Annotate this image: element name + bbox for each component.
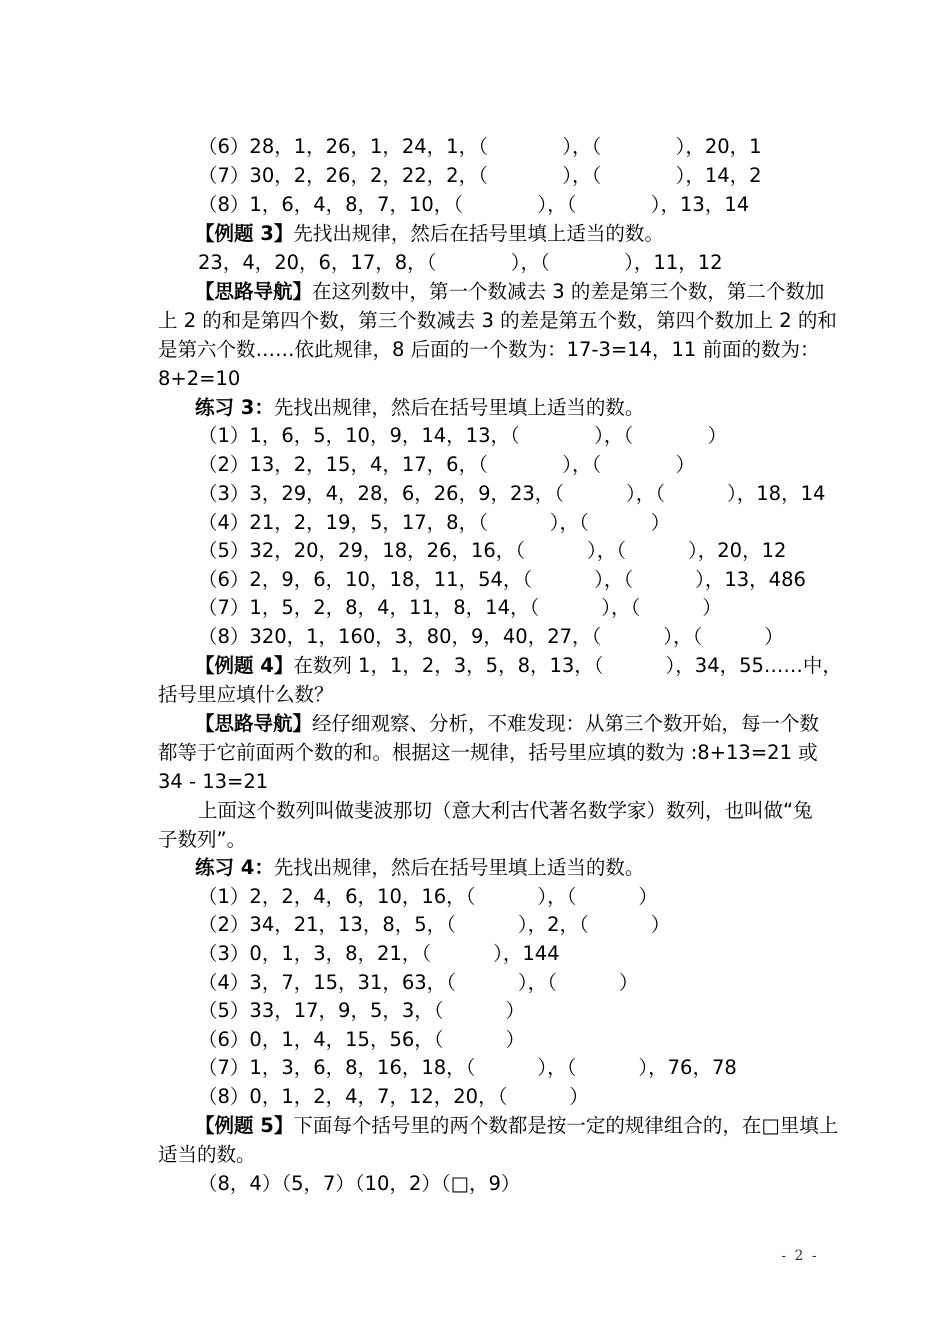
exercise-2-item-6: （6）28，1，26，1，24，1，（ ），（ ），20，1 <box>198 135 762 158</box>
example-3-solution-line-3: 是第六个数……依此规律，8 后面的一个数为：17-3=14，11 前面的数为： <box>158 338 820 361</box>
exercise-3-heading: 练习 3：先找出规律，然后在括号里填上适当的数。 <box>195 396 645 419</box>
exercise-3-item-2: （2）13，2，15，4，17，6，（ ），（ ） <box>198 453 696 476</box>
exercise-4-item-3: （3）0，1，3，8，21，（ ），144 <box>198 942 560 965</box>
example-5-heading: 【例题 5】下面每个括号里的两个数都是按一定的规律组合的，在□里填上 <box>195 1114 839 1137</box>
exercise-4-item-4: （4）3，7，15，31，63，（ ），（ ） <box>198 971 639 994</box>
exercise-4-item-1: （1）2，2，4，6，10，16，（ ），（ ） <box>198 885 658 908</box>
example-3-solution-line-1: 【思路导航】在这列数中，第一个数减去 3 的差是第三个数，第二个数加 <box>195 280 825 303</box>
exercise-3-item-1: （1）1，6，5，10，9，14，13，（ ），（ ） <box>198 424 727 447</box>
exercise-3-item-7: （7）1，5，2，8，4，11，8，14，（ ），（ ） <box>198 596 722 619</box>
example-4-question: 括号里应填什么数？ <box>158 683 334 706</box>
example-3-solution-line-4: 8+2=10 <box>158 367 241 390</box>
fibonacci-note-line-1: 上面这个数列叫做斐波那切（意大利古代著名数学家）数列，也叫做“兔 <box>198 799 813 822</box>
exercise-4-item-5: （5）33，17，9，5，3，（ ） <box>198 999 525 1022</box>
exercise-2-item-7: （7）30，2，26，2，22，2，（ ），（ ），14，2 <box>198 164 762 187</box>
example-4-solution-line-3: 34 - 13=21 <box>158 770 269 793</box>
exercise-3-item-3: （3）3，29，4，28，6，26，9，23，（ ），（ ），18，14 <box>198 482 826 505</box>
exercise-3-item-5: （5）32，20，29，18，26，16，（ ），（ ），20，12 <box>198 539 787 562</box>
exercise-2-item-8: （8）1，6，4，8，7，10，（ ），（ ），13，14 <box>198 193 750 216</box>
example-5-pairs: （8，4）（5，7）（10，2）（□，9） <box>198 1172 521 1195</box>
example-4-solution-line-1: 【思路导航】经仔细观察、分析，不难发现：从第三个数开始，每一个数 <box>195 712 820 735</box>
example-5-question: 适当的数。 <box>158 1143 256 1166</box>
fibonacci-note-line-2: 子数列”。 <box>158 828 247 851</box>
example-3-heading: 【例题 3】先找出规律，然后在括号里填上适当的数。 <box>195 222 664 245</box>
exercise-4-item-6: （6）0，1，4，15，56，（ ） <box>198 1028 525 1051</box>
exercise-4-item-2: （2）34，21，13，8，5，（ ），2，（ ） <box>198 913 671 936</box>
example-3-sequence: 23，4，20，6，17，8，（ ），（ ），11，12 <box>198 251 723 274</box>
page-number: - 2 - <box>781 1248 819 1264</box>
example-4-solution-line-2: 都等于它前面两个数的和。根据这一规律，括号里应填的数为 :8+13=21 或 <box>158 741 818 764</box>
exercise-3-item-6: （6）2，9，6，10，18，11，54，（ ），（ ），13，486 <box>198 568 806 591</box>
exercise-3-item-4: （4）21，2，19，5，17，8，（ ），（ ） <box>198 511 671 534</box>
example-3-solution-line-2: 上 2 的和是第四个数，第三个数减去 3 的差是第五个数，第四个数加上 2 的和 <box>158 309 837 332</box>
example-4-heading: 【例题 4】在数列 1，1，2，3，5，8，13，（ ），34，55……中， <box>195 654 842 677</box>
exercise-4-item-7: （7）1，3，6，8，16，18，（ ），（ ），76，78 <box>198 1056 737 1079</box>
exercise-3-item-8: （8）320，1，160，3，80，9，40，27，（ ），（ ） <box>198 625 784 648</box>
exercise-4-heading: 练习 4：先找出规律，然后在括号里填上适当的数。 <box>195 856 645 879</box>
exercise-4-item-8: （8）0，1，2，4，7，12，20，（ ） <box>198 1085 589 1108</box>
